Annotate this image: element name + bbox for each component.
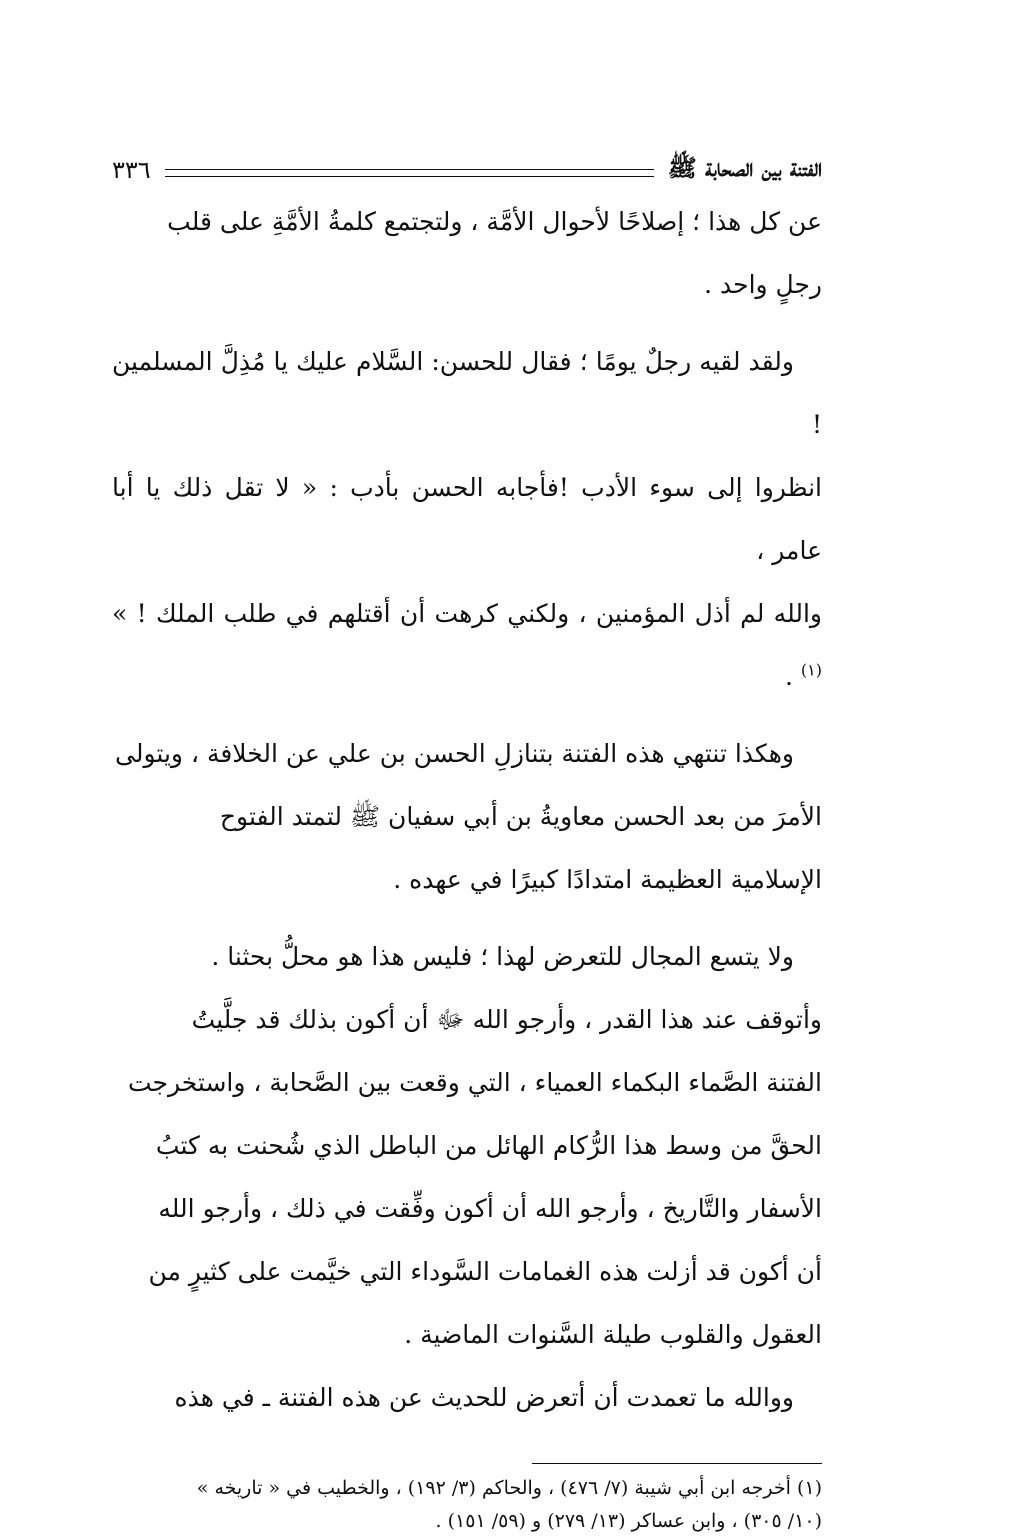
text-line: رجلٍ واحد . (704, 270, 822, 299)
text-line: عن كل هذا ؛ إصلاحًا لأحوال الأمَّة ، ولتجتمع كلمةُ الأمَّةِ على قلب (167, 207, 822, 236)
text-line: والله لم أذل المؤمنين ، ولكني كرهت أن أقتلهم في طلب الملك ! » $^{(١)}$ . (112, 599, 822, 691)
footnote-separator (532, 1463, 822, 1464)
text-line: الأمرَ من بعد الحسن معاويةُ بن أبي سفيان ﷺ لتمتد الفتوح (219, 802, 822, 831)
text-line: وأتوقف عند هذا القدر ، وأرجو الله ﷻ أن أكون بذلك قد جلَّيتُ (191, 1005, 822, 1034)
text-line: العقول والقلوب طيلة السَّنوات الماضية . (404, 1320, 822, 1349)
running-title: الفتنة بين الصحابة ﷺ (667, 152, 822, 182)
footnote-line: (١٠/ ٣٠٥) ، وابن عساكر (١٣/ ٢٧٩) و (٥٩/ ١٥١) . (435, 1510, 822, 1532)
text-line: وهكذا تنتهي هذه الفتنة بتنازلِ الحسن بن علي عن الخلافة ، ويتولى (115, 739, 794, 768)
footnotes (112, 1472, 822, 1538)
book-page (112, 150, 822, 1538)
header-rule (165, 169, 654, 177)
text-line: ولا يتسع المجال للتعرض لهذا ؛ فليس هذا هو محلُّ بحثنا . (211, 942, 794, 971)
text-line: الأسفار والتَّاريخ ، وأرجو الله أن أكون وفِّقت في ذلك ، وأرجو الله (158, 1194, 822, 1223)
page-number: ٣٣٦ (112, 156, 151, 184)
text-line: ولقد لقيه رجلٌ يومًا ؛ فقال للحسن: السَّلام عليك يا مُذِلَّ المسلمين ! (112, 347, 822, 439)
footnote-line: (١) أخرجه ابن أبي شيبة (٧/ ٤٧٦) ، والحاكم (٣/ ١٩٢) ، والخطيب في « تاريخه » (196, 1477, 822, 1499)
text-line: الحقَّ من وسط هذا الرُّكام الهائل من الباطل الذي شُحنت به كتبُ (155, 1131, 822, 1160)
body-text (112, 190, 822, 1429)
text-line: الإسلامية العظيمة امتدادًا كبيرًا في عهده . (393, 865, 822, 894)
running-header (112, 150, 822, 190)
text-line: انظروا إلى سوء الأدب !فأجابه الحسن بأدب : « لا تقل ذلك يا أبا عامر ، (112, 473, 822, 565)
footnote-marker: (١) (800, 660, 822, 680)
text-line: الفتنة الصَّماء البكماء العمياء ، التي وقعت بين الصَّحابة ، واستخرجت (127, 1068, 822, 1097)
text-line: ووالله ما تعمدت أن أتعرض للحديث عن هذه الفتنة ـ في هذه (174, 1383, 794, 1412)
text-line: أن أكون قد أزلت هذه الغمامات السَّوداء التي خيَّمت على كثيرٍ من (148, 1257, 822, 1286)
